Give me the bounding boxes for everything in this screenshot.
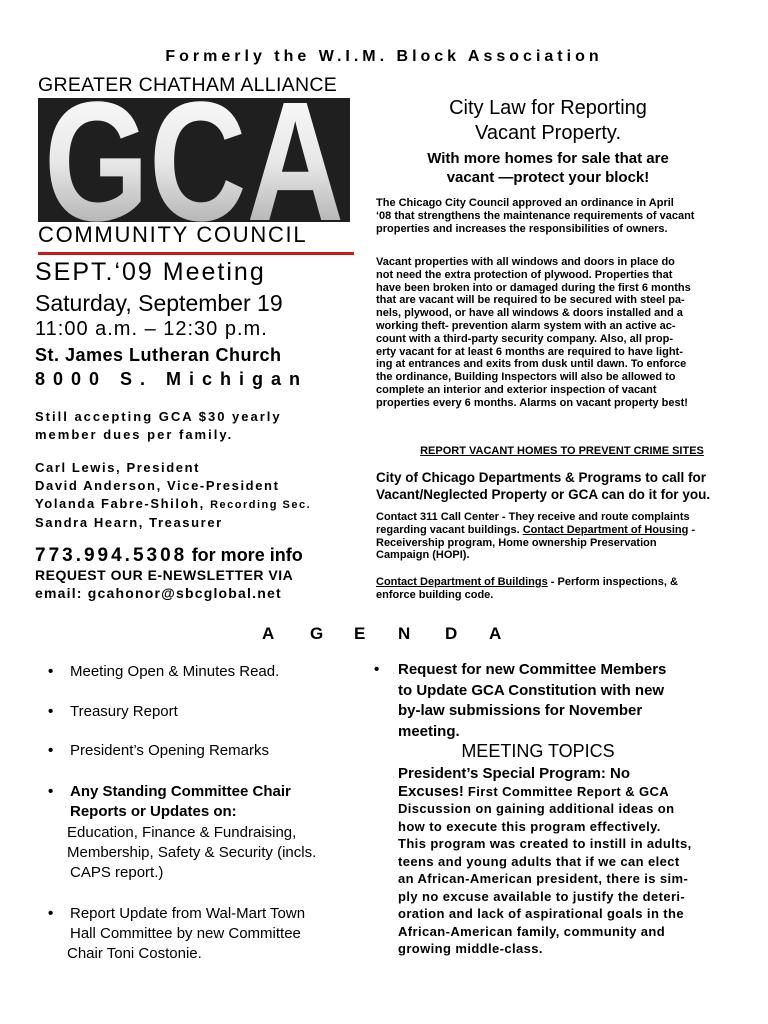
text-line: not need the extra protection of plywood. Properties that <box>376 268 673 281</box>
law-subtitle-line: With more homes for sale that are <box>427 150 669 167</box>
officer-name: Yolanda Fabre-Shiloh, <box>35 496 211 511</box>
meeting-address: 8000 S. Michigan <box>35 369 309 389</box>
agenda-letter: A <box>489 624 502 643</box>
phone-number[interactable]: 773.994.5308 <box>35 545 188 566</box>
text-line: Vacant/Neglected Property or GCA can do it for you. <box>376 487 711 502</box>
text-line: ‘08 that strengthens the maintenance requirements of vacant <box>376 209 695 222</box>
text-line: Chair Toni Costonie. <box>67 945 202 962</box>
gca-letters-graphic <box>38 98 350 222</box>
meeting-date: Saturday, September 19 <box>35 290 283 316</box>
agenda-item-text: Meeting Open & Minutes Read. <box>70 663 280 680</box>
text-line: enforce building code. <box>376 588 494 601</box>
bullet-glyph: • <box>48 703 54 720</box>
gca-logo <box>38 98 350 222</box>
text-line <box>376 524 748 537</box>
buildings-paragraph <box>376 576 748 602</box>
logo-top-text: GREATER CHATHAM ALLIANCE <box>38 74 338 96</box>
agenda-letter: E <box>354 624 366 643</box>
text-line: Request for new Committee Members <box>398 661 667 678</box>
standing-committee-detail <box>67 823 367 883</box>
agenda-letter: A <box>262 624 275 643</box>
text-line: how to execute this program effectively. <box>398 818 661 834</box>
buildings-link[interactable]: Contact Department of Buildings <box>376 576 548 588</box>
law-title <box>372 96 724 146</box>
text-line: the ordinance, Building Inspectors will also be allowed to <box>376 371 676 384</box>
dues-notice <box>35 408 365 444</box>
text-line: Reports or Updates on: <box>70 803 237 820</box>
text-line: teens and young adults that if we can elect <box>398 853 680 869</box>
meeting-title: SEPT.‘09 Meeting <box>35 258 266 286</box>
text-line: an African-American president, there is sim- <box>398 871 689 886</box>
agenda-item-text: Treasury Report <box>70 703 178 720</box>
housing-link[interactable]: Contact Department of Housing <box>522 523 689 536</box>
text-line: City of Chicago Departments & Programs to call for <box>376 470 707 485</box>
bullet-glyph: • <box>48 783 54 800</box>
special-program-paragraph <box>398 765 728 958</box>
logo-red-rule <box>38 252 354 255</box>
text-line: Vacant properties with all windows and doors in place do <box>376 256 675 268</box>
text-line: ply no excuse available to justify the deteri- <box>398 888 686 904</box>
text-line: nels, plywood, or have all windows & doors installed and a <box>376 307 683 320</box>
dues-line: member dues per family. <box>35 427 234 442</box>
law-title-line: City Law for Reporting <box>449 97 647 119</box>
contact-email[interactable]: email: gcahonor@sbcglobal.net <box>35 585 282 601</box>
bullet-glyph: • <box>48 663 54 680</box>
text-span: - <box>688 523 696 536</box>
newsletter-request: REQUEST OUR E-NEWSLETTER VIA <box>35 567 294 583</box>
officer-name: Carl Lewis, President <box>35 460 201 475</box>
text-line: erty vacant for at least 6 months are required to have light- <box>376 345 683 358</box>
agenda-letter: N <box>398 624 411 643</box>
bullet-glyph: • <box>48 742 54 759</box>
text-line: This program was created to instill in adults, <box>398 836 692 851</box>
text-span: - Perform inspections, & <box>547 576 678 588</box>
text-line: African-American family, community and <box>398 923 666 939</box>
text-line: have been broken into or damaged during the first 6 months <box>376 281 691 294</box>
officer-name: Sandra Hearn, Treasurer <box>35 515 223 530</box>
meeting-time: 11:00 a.m. – 12:30 p.m. <box>35 318 268 340</box>
meeting-topics-heading: MEETING TOPICS <box>461 741 615 761</box>
report-heading: REPORT VACANT HOMES TO PREVENT CRIME SITES <box>420 445 704 457</box>
text-line: Education, Finance & Fundraising, <box>67 824 297 841</box>
more-info-text: for more info <box>191 545 303 565</box>
law-subtitle-line: vacant —protect your block! <box>446 169 650 186</box>
agenda-letter: G <box>310 624 324 643</box>
text-line: working theft- prevention alarm system with an active ac- <box>376 319 676 332</box>
text-span: regarding vacant buildings. <box>376 523 523 536</box>
bullet-glyph: • <box>374 661 380 678</box>
text-line: Receivership program, Home ownership Preservation <box>376 536 657 549</box>
text-line: Any Standing Committee Chair <box>70 783 291 800</box>
phone-line <box>35 545 303 567</box>
agenda-item-text: President’s Opening Remarks <box>70 742 269 759</box>
text-line: The Chicago City Council approved an ordinance in April <box>376 197 674 209</box>
text-line: ing at entrances and exits from dusk until dawn. To enforce <box>376 358 687 371</box>
law-subtitle <box>372 149 724 187</box>
agenda-item-text <box>398 660 738 742</box>
text-span: First Committee Report & GCA <box>463 783 670 799</box>
text-line: Discussion on gaining additional ideas on <box>398 801 675 816</box>
agenda-letter: D <box>445 624 458 643</box>
text-line: properties and increases the responsibilities of owners. <box>376 222 668 235</box>
vacant-rules-paragraph <box>376 256 748 410</box>
call-center-paragraph <box>376 511 748 562</box>
agenda-item-text <box>70 782 370 822</box>
logo-bottom-text: COMMUNITY COUNCIL <box>38 222 308 247</box>
text-line: President’s Special Program: No <box>398 765 631 782</box>
text-line: Contact 311 Call Center - They receive and route complaints <box>376 511 690 523</box>
meeting-place: St. James Lutheran Church <box>35 345 282 365</box>
officer-item <box>35 495 365 514</box>
ordinance-paragraph <box>376 197 748 235</box>
officer-item <box>35 514 365 532</box>
text-line: properties every 6 months. Alarms on vacant property best! <box>376 396 688 409</box>
bullet-glyph: • <box>48 905 54 922</box>
text-line: Membership, Safety & Security (incls. <box>67 844 317 861</box>
agenda-item-text <box>67 904 370 964</box>
text-line <box>376 576 748 589</box>
officer-name: David Anderson, Vice-President <box>35 478 280 493</box>
text-line <box>398 783 728 801</box>
officer-item <box>35 477 365 495</box>
text-line: by-law submissions for November <box>398 702 643 719</box>
logo-letters: GCA <box>44 98 344 222</box>
text-span: Excuses! <box>398 782 464 800</box>
text-line: meeting. <box>398 722 460 740</box>
text-line: CAPS report.) <box>70 864 164 881</box>
text-line: Campaign (HOPI). <box>376 549 470 562</box>
officer-item <box>35 459 365 477</box>
departments-heading <box>376 469 756 503</box>
text-line: growing middle-class. <box>398 941 543 956</box>
text-line: complete an interior and exterior inspection of vacant <box>376 383 657 396</box>
text-line: Hall Committee by new Committee <box>70 925 301 942</box>
former-name-banner: Formerly the W.I.M. Block Association <box>165 48 603 65</box>
text-line: count with a third-party security company. Also, all prop- <box>376 332 674 345</box>
text-line: Report Update from Wal-Mart Town <box>70 905 306 922</box>
officer-list <box>35 459 365 532</box>
text-line: oration and lack of aspirational goals in the <box>398 906 684 921</box>
officer-role: Recording Sec. <box>210 499 312 511</box>
text-line: to Update GCA Constitution with new <box>398 681 665 699</box>
dues-line: Still accepting GCA $30 yearly <box>35 409 282 424</box>
law-title-line: Vacant Property. <box>475 122 621 144</box>
text-line: that are vacant will be required to be secured with steel pa- <box>376 294 685 307</box>
